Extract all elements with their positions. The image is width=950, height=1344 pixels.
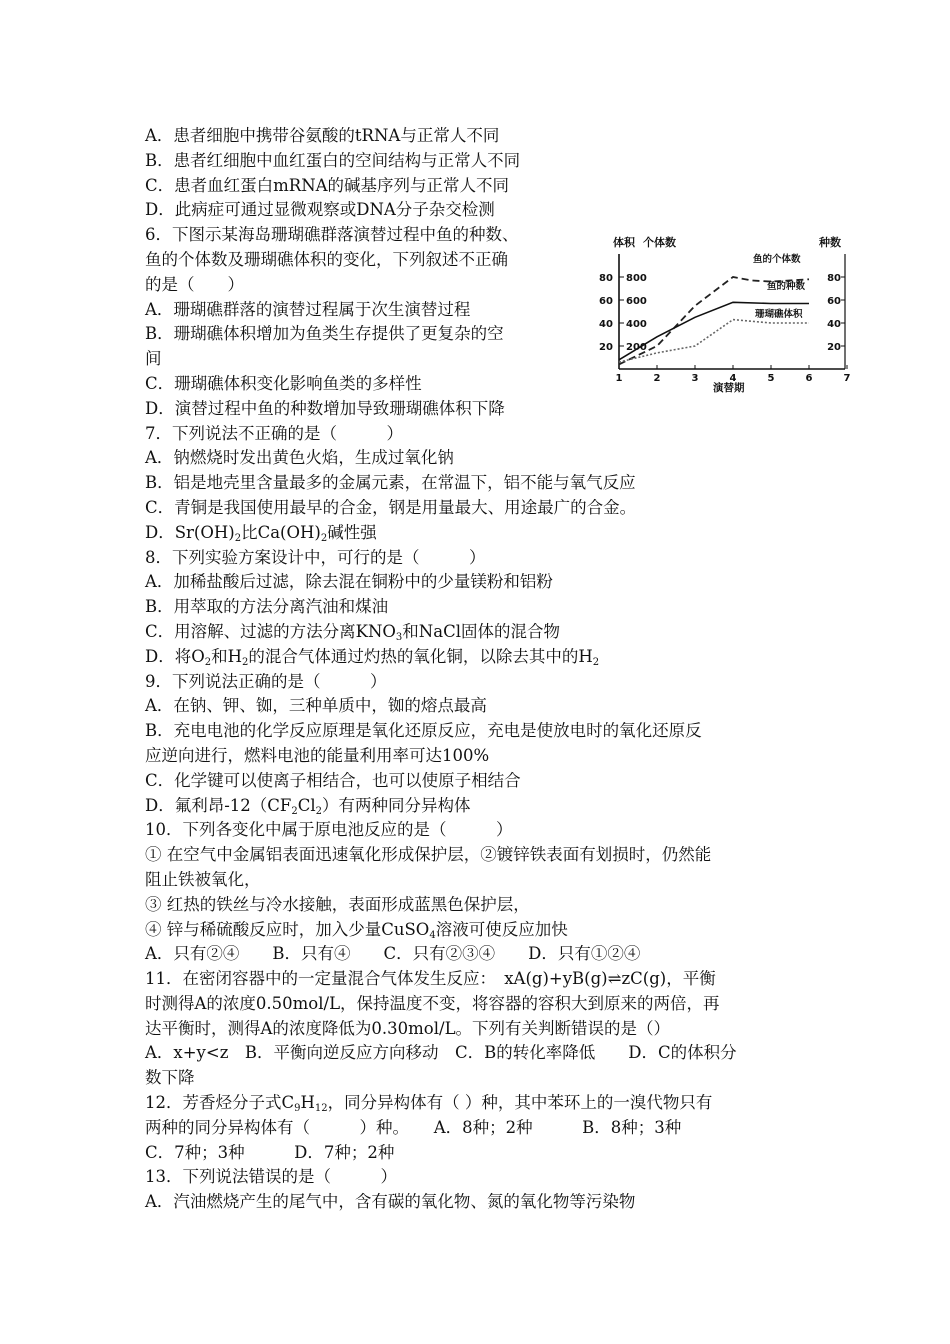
x-axis-label: 演替期 (713, 382, 745, 394)
q9-option-d: D．氟利昂$-12(CF_2Cl_2)$有两种同分异构体 (145, 795, 471, 817)
x-axis-tick-4: 4 (729, 373, 737, 384)
q10-item-4: ④ 锌与稀硫酸反应时，加入少量CuSO$_4$溶液可使反应加快 (145, 919, 568, 941)
left-axis-2-tick-600: 600 (626, 296, 647, 307)
q11-options-line2: 数下降 (145, 1068, 195, 1088)
q10-item-3: ③ 红热的铁丝与冷水接触，表面形成蓝黑色保护层， (145, 894, 530, 914)
x-axis-tick-5: 5 (767, 373, 775, 384)
q9-option-b-line1: B．充电电池的化学反应原理是氧化还原反应，充电是使放电时的氧化还原反 (145, 721, 702, 741)
q11-options-line1: A．x+y<z B．平衡向逆反应方向移动 C．B的转化率降低 D．C的体积分 (145, 1043, 737, 1063)
q7-option-d: D．$Sr(OH)_2$比$Ca(OH)_2$碱性强 (145, 522, 377, 544)
q10-stem: 10．下列各变化中属于原电池反应的是（ ） (145, 820, 513, 840)
left-axis-1-tick-60: 60 (599, 296, 613, 307)
left-axis-2-tick-200: 200 (626, 342, 647, 353)
q6-option-d: D．演替过程中鱼的种数增加导致珊瑚礁体积下降 (145, 398, 505, 418)
legend-fish-individual-count: 鱼的个体数 (753, 254, 801, 265)
q6-stem-line3: 的是（ ） (145, 274, 244, 294)
coral-reef-volume-line (619, 320, 809, 363)
legend-fish-species-count: 鱼的种数 (767, 281, 806, 292)
q5-option-c: C．患者血红蛋白mRNA的碱基序列与正常人不同 (145, 175, 510, 195)
q12-stem-line1: 12．芳香烃分子式$C_9H_{12}$，同分异构体有（ ）种，其中苯环上的一溴代物只有 (145, 1093, 713, 1115)
q6-option-a: A．珊瑚礁群落的演替过程属于次生演替过程 (145, 299, 471, 319)
q5-option-d: D．此病症可通过显微观察或DNA分子杂交检测 (145, 200, 495, 220)
q10-options: A．只有②④ B．只有④ C．只有②③④ D．只有①②④ (145, 944, 641, 964)
q8-option-a: A．加稀盐酸后过滤，除去混在铜粉中的少量镁粉和铝粉 (145, 572, 553, 592)
q11-stem-line1: 11．在密闭容器中的一定量混合气体发生反应： xA(g)+yB(g)⇌zC(g)，平衡 (145, 969, 716, 989)
q6-stem-line1: 6．下图示某海岛珊瑚礁群落演替过程中鱼的种数、 (145, 225, 519, 245)
q8-stem: 8．下列实验方案设计中，可行的是（ ） (145, 547, 486, 567)
q7-option-b: B．铝是地壳里含量最多的金属元素，在常温下，铝不能与氧气反应 (145, 473, 636, 493)
q11-stem-line3: 达平衡时，测得A的浓度降低为0.30mol/L。下列有关判断错误的是（） (145, 1018, 671, 1038)
coral-reef-succession-chart (599, 232, 853, 394)
q8-option-d: D．将$O_2$和$H_2$的混合气体通过灼热的氧化铜，以除去其中的$H_2$ (145, 646, 600, 668)
right-axis-tick-80: 80 (827, 273, 841, 284)
left-axis-1-tick-20: 20 (599, 342, 613, 353)
x-axis-tick-1: 1 (615, 373, 623, 384)
right-axis-label: 种数 (819, 236, 841, 249)
q10-item-1-2-line2: 阻止铁被氧化， (145, 869, 261, 889)
q7-option-c: C．青铜是我国使用最早的合金，钢是用量最大、用途最广的合金。 (145, 497, 637, 517)
right-axis-tick-40: 40 (827, 319, 841, 330)
q10-item-1-2-line1: ① 在空气中金属铝表面迅速氧化形成保护层，②镀锌铁表面有划损时，仍然能 (145, 845, 712, 865)
legend-coral-reef-volume: 珊瑚礁体积 (755, 309, 803, 320)
right-axis-tick-60: 60 (827, 296, 841, 307)
x-axis-tick-7: 7 (843, 373, 851, 384)
q7-option-a: A．钠燃烧时发出黄色火焰，生成过氧化钠 (145, 448, 454, 468)
q11-stem-line2: 时测得A的浓度0.50mol/L，保持温度不变，将容器的容积大到原来的两倍，再 (145, 993, 720, 1013)
q6-stem-line2: 鱼的个体数及珊瑚礁体积的变化，下列叙述不正确 (145, 249, 508, 269)
left-axis-1-label: 体积 (613, 236, 635, 249)
q13-option-a: A．汽油燃烧产生的尾气中，含有碳的氧化物、氮的氧化物等污染物 (145, 1192, 636, 1212)
left-axis-1-tick-80: 80 (599, 273, 613, 284)
left-axis-1-tick-40: 40 (599, 319, 613, 330)
q5-option-b: B．患者红细胞中血红蛋白的空间结构与正常人不同 (145, 150, 521, 170)
x-axis-tick-2: 2 (653, 373, 661, 384)
q5-option-a: A．患者细胞中携带谷氨酸的tRNA与正常人不同 (145, 126, 500, 145)
q6-option-c: C．珊瑚礁体积变化影响鱼类的多样性 (145, 373, 422, 393)
q7-stem: 7．下列说法不正确的是（ ） (145, 423, 403, 443)
q8-option-c: C．用溶解、过滤的方法分离$KNO_3$和NaCl固体的混合物 (145, 621, 560, 643)
q13-stem: 13．下列说法错误的是（ ） (145, 1167, 397, 1187)
right-axis-tick-20: 20 (827, 342, 841, 353)
q12-options: C．7种；3种 D．7种；2种 (145, 1142, 395, 1162)
q6-option-b-line1: B．珊瑚礁体积增加为鱼类生存提供了更复杂的空 (145, 324, 504, 344)
q9-option-c: C．化学键可以使离子相结合，也可以使原子相结合 (145, 770, 521, 790)
left-axis-2-tick-800: 800 (626, 273, 647, 284)
left-axis-2-label: 个体数 (643, 236, 676, 249)
q12-stem-line2: 两种的同分异构体有（ ）种。 A．8种；2种 B．8种；3种 (145, 1117, 682, 1137)
x-axis-tick-3: 3 (691, 373, 699, 384)
q8-option-b: B．用萃取的方法分离汽油和煤油 (145, 597, 389, 617)
q9-option-a: A．在钠、钾、铷，三种单质中，铷的熔点最高 (145, 696, 487, 716)
q9-stem: 9．下列说法正确的是（ ） (145, 671, 387, 691)
left-axis-2-tick-400: 400 (626, 319, 647, 330)
q6-option-b-line2: 间 (145, 349, 162, 369)
q9-option-b-line2: 应逆向进行，燃料电池的能量利用率可达100% (145, 745, 490, 765)
x-axis-tick-6: 6 (805, 373, 813, 384)
